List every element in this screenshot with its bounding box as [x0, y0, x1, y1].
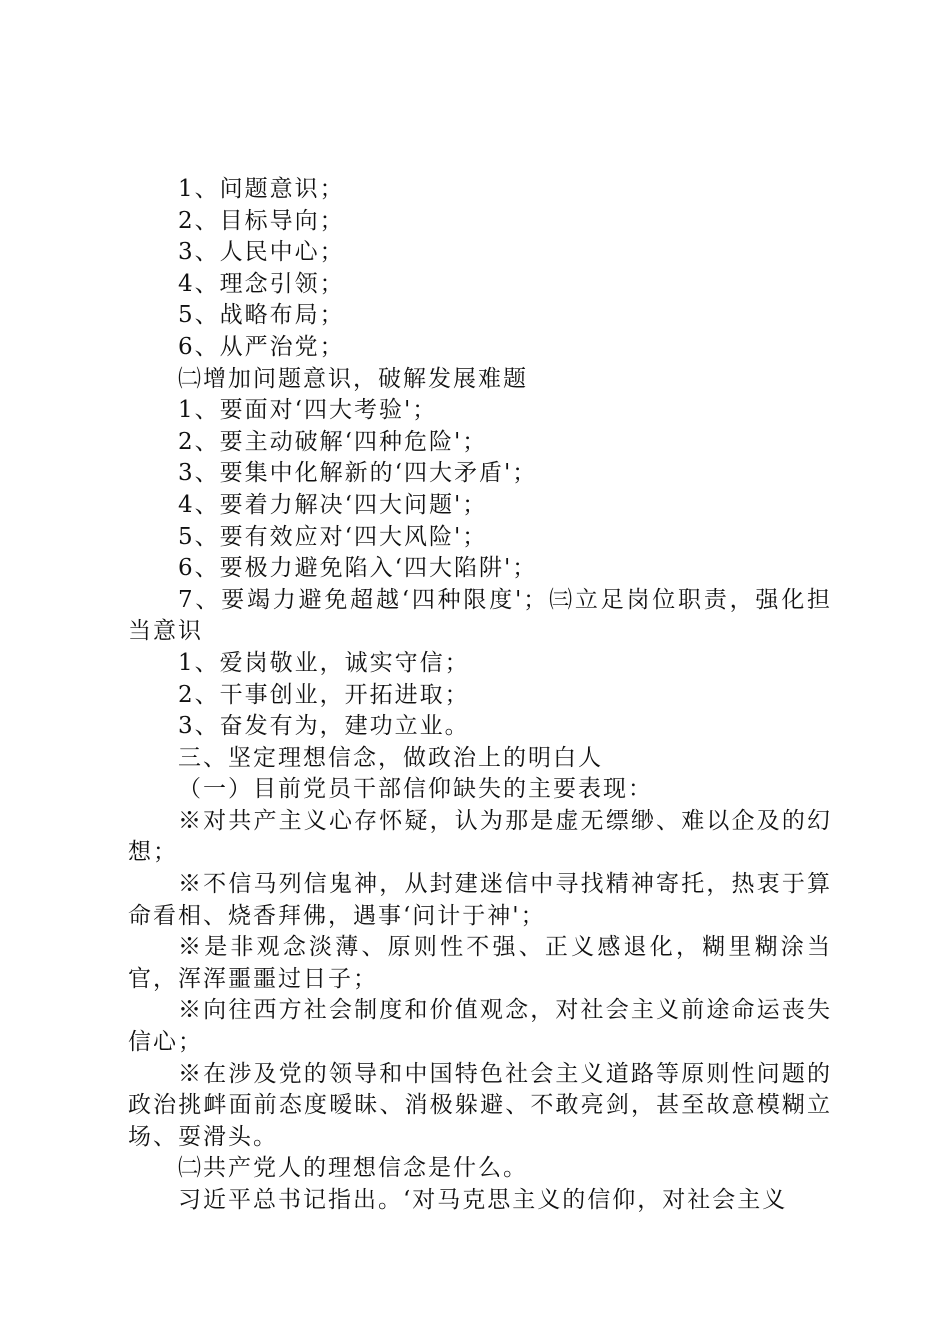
body-paragraph: 习近平总书记指出。‘对马克思主义的信仰，对社会主义 — [178, 1187, 788, 1213]
section-heading: 三、坚定理想信念，做政治上的明白人 — [178, 744, 603, 771]
list-item: 2、要主动破解‘四种危险'； — [178, 428, 488, 455]
section-heading: ㈡增加问题意识，破解发展难题 — [178, 365, 528, 392]
bullet-paragraph: ※对共产主义心存怀疑，认为那是虚无缥缈、难以企及的幻想； — [128, 807, 832, 866]
bullet-paragraph: ※是非观念淡薄、原则性不强、正义感退化，糊里糊涂当官，浑浑噩噩过日子； — [128, 934, 832, 992]
list-item: 1、问题意识； — [178, 176, 345, 202]
subsection-heading: （一）目前党员干部信仰缺失的主要表现： — [178, 776, 653, 803]
subsection-heading: ㈡共产党人的理想信念是什么。 — [178, 1155, 528, 1182]
bullet-paragraph: ※在涉及党的领导和中国特色社会主义道路等原则性问题的政治挑衅面前态度暧昧、消极躲避、不敢亮剑，甚至故意模糊立场、耍滑头。 — [128, 1060, 832, 1150]
list-item: 1、要面对‘四大考验'； — [178, 397, 438, 424]
list-item: 4、理念引领； — [178, 270, 345, 297]
list-item: 5、要有效应对‘四大风险'； — [178, 523, 488, 550]
list-item: 2、目标导向； — [178, 207, 345, 234]
list-item: 1、爱岗敬业，诚实守信； — [178, 649, 470, 676]
list-item: 3、要集中化解新的‘四大矛盾'； — [178, 460, 538, 487]
list-item: 6、从严治党； — [178, 333, 345, 360]
list-item: 7、要竭力避免超越‘四种限度'；㈢立足岗位职责，强化担当意识 — [128, 586, 832, 645]
document-body — [128, 174, 832, 1217]
list-item: 6、要极力避免陷入‘四大陷阱'； — [178, 555, 538, 582]
list-item: 3、人民中心； — [178, 239, 345, 266]
list-item: 5、战略布局； — [178, 302, 345, 329]
list-item: 4、要着力解决‘四大问题'； — [178, 491, 488, 518]
bullet-paragraph: ※向往西方社会制度和价值观念，对社会主义前途命运丧失信心； — [128, 997, 832, 1056]
list-item: 2、干事创业，开拓进取； — [178, 681, 470, 708]
bullet-paragraph: ※不信马列信鬼神，从封建迷信中寻找精神寄托，热衷于算命看相、烧香拜佛，遇事‘问计于神'； — [128, 871, 832, 929]
list-item: 3、奋发有为，建功立业。 — [178, 713, 470, 740]
